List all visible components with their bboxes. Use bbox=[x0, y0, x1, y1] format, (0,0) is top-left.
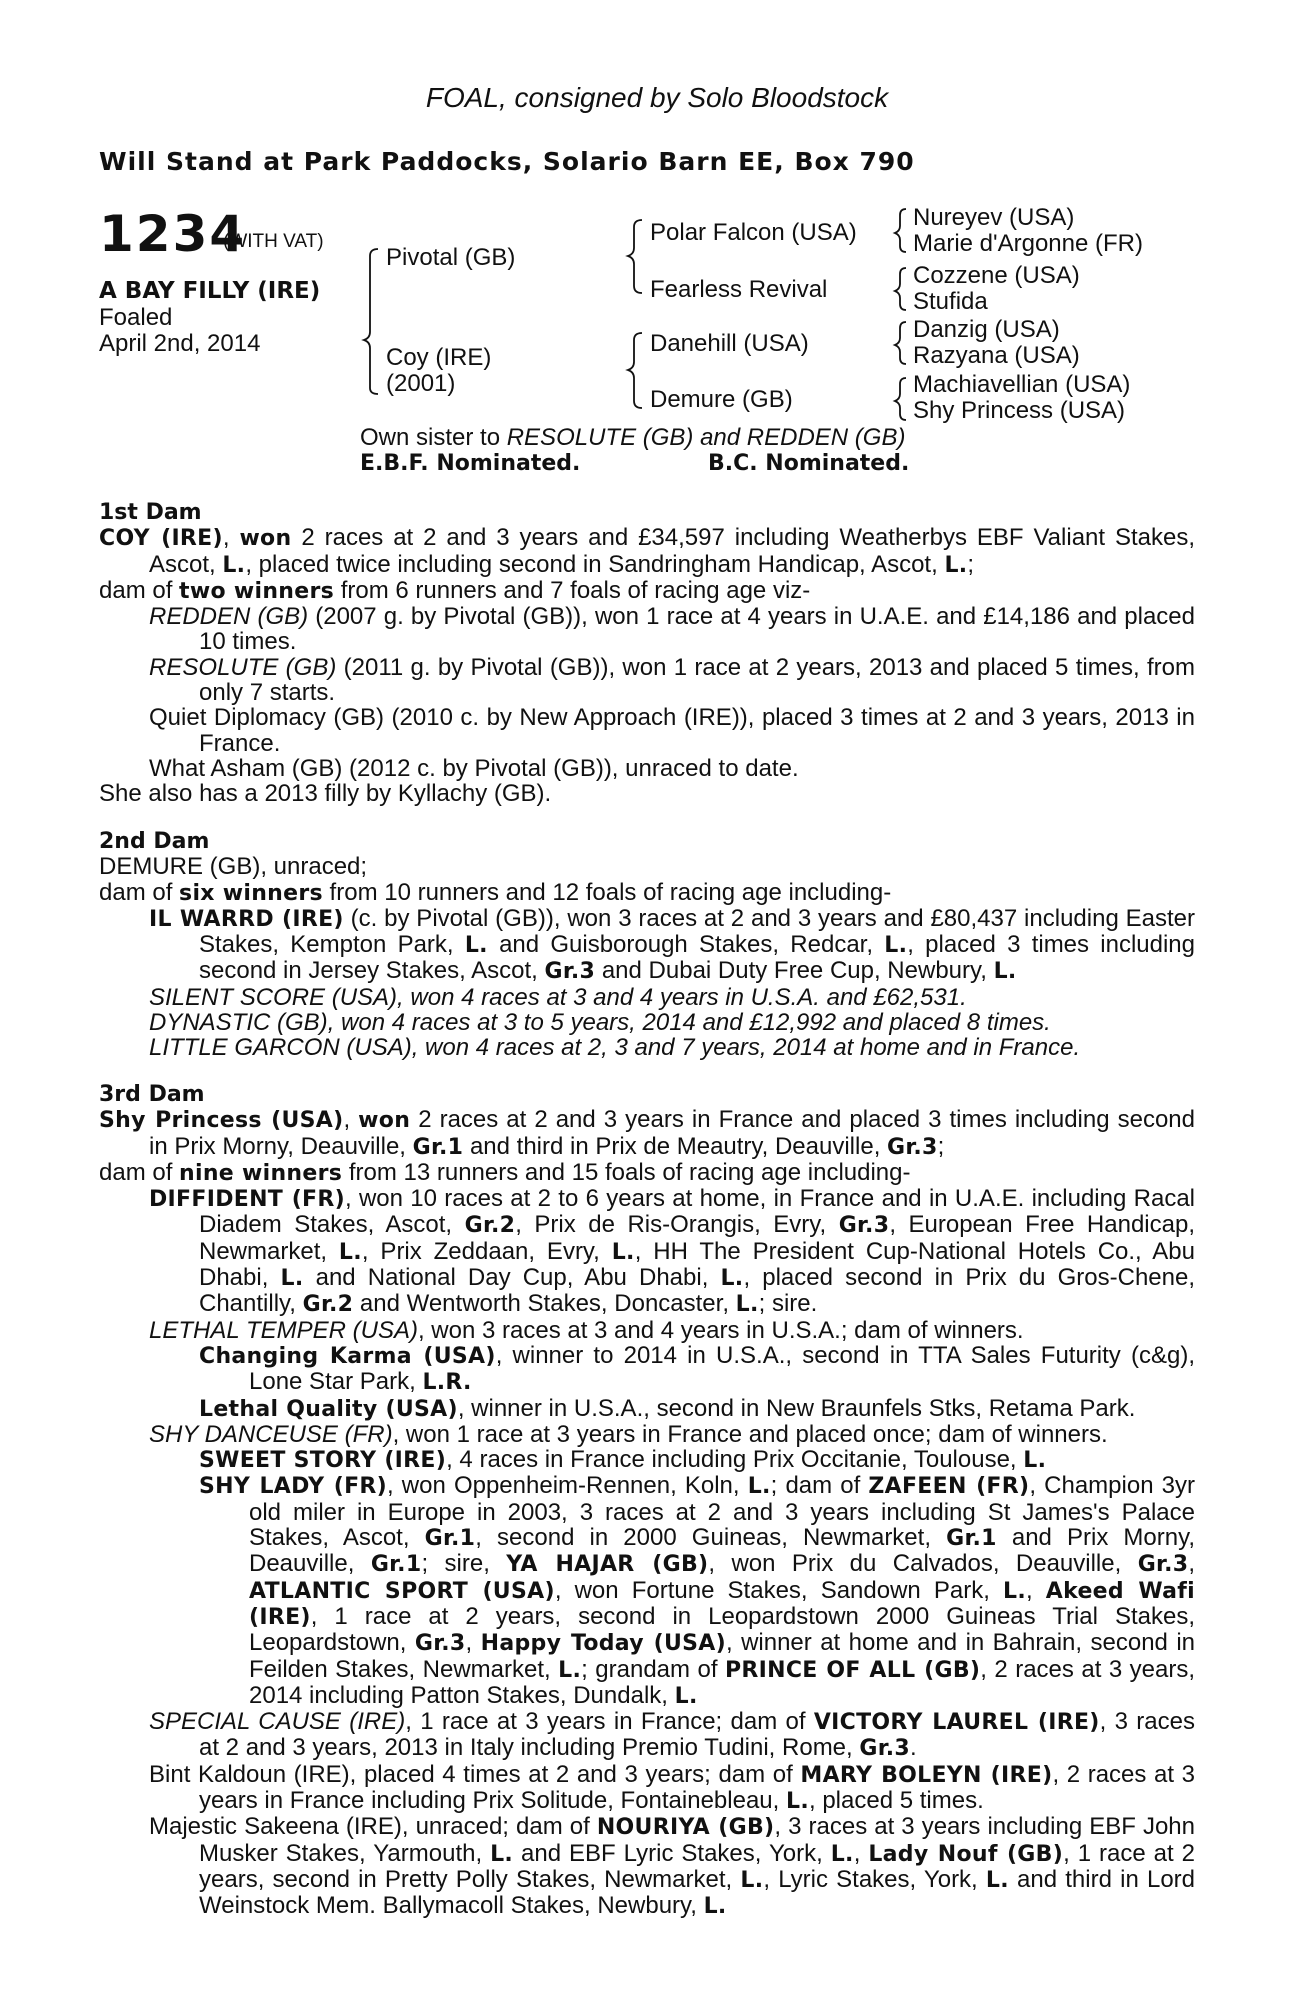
pedigree-gen3-4: Stufida bbox=[913, 288, 988, 315]
produce-little-garcon: LITTLE GARCON (USA), won 4 races at 2, 3 and 7 years, 2014 at home and in France. bbox=[149, 1034, 1081, 1062]
produce-silent-score: SILENT SCORE (USA), won 4 races at 3 and 4 years in U.S.A. and £62,531. bbox=[149, 983, 967, 1011]
produce-what-asham: What Asham (GB) (2012 c. by Pivotal (GB)), unraced to date. bbox=[149, 754, 799, 782]
first-dam-section bbox=[99, 500, 1195, 807]
first-dam-produce-summary: dam of two winners from 6 runners and 7 foals of racing age viz- bbox=[99, 576, 811, 604]
horse-name: A BAY FILLY (IRE) bbox=[99, 278, 321, 304]
third-dam-record: Shy Princess (USA), won 2 races at 2 and 3 years in France and placed 3 times including second in Prix Morny, Deauville, Gr.1 and third in Prix de Meautry, Deauville, Gr.3; bbox=[99, 1106, 1196, 1160]
pedigree-gen3-7: Machiavellian (USA) bbox=[913, 371, 1131, 398]
produce-dynastic: DYNASTIC (GB), won 4 races at 3 to 5 years, 2014 and £12,992 and placed 8 times. bbox=[149, 1009, 1051, 1037]
pedigree-gen3-6: Razyana (USA) bbox=[913, 342, 1080, 369]
pedigree-gen3-1: Nureyev (USA) bbox=[913, 204, 1075, 231]
pedigree-sire-sire: Polar Falcon (USA) bbox=[650, 219, 857, 246]
produce-bint-kaldoun: Bint Kaldoun (IRE), placed 4 times at 2 and 3 years; dam of MARY BOLEYN (IRE), 2 races at 3 years in France including Prix Solitude, Fontainebleau, L., placed 5 times. bbox=[149, 1760, 1195, 1815]
foaled-date: April 2nd, 2014 bbox=[99, 330, 261, 357]
ebf-nomination: E.B.F. Nominated. bbox=[360, 451, 581, 476]
foaled-label: Foaled bbox=[99, 304, 173, 331]
produce-shy-danceuse: SHY DANCEUSE (FR), won 1 race at 3 years in France and placed once; dam of winners. bbox=[149, 1420, 1108, 1448]
produce-diffident: DIFFIDENT (FR), won 10 races at 2 to 6 years at home, in France and in U.A.E. including Racal Diadem Stakes, Ascot, Gr.2, Prix de Ris-Orangis, Evry, Gr.3, European Free Handicap, Newmarket, L., Prix Zeddaan, Evry, L., HH The President Cup-National Hotels Co., Abu Dhabi, L. and National Day Cup, Abu Dhabi, L., placed second in Prix du Gros-Chene, Chantilly, Gr.2 and Wentworth Stakes, Doncaster, L.; sire. bbox=[149, 1185, 1196, 1318]
vat-note: (WITH VAT) bbox=[223, 231, 324, 252]
pedigree-sire: Pivotal (GB) bbox=[386, 244, 516, 271]
produce-changing-karma: Changing Karma (USA), winner to 2014 in U.S.A., second in TTA Sales Futurity (c&g), Lone Star Park, L.R. bbox=[199, 1341, 1195, 1396]
third-dam-section bbox=[99, 1082, 1195, 1920]
bc-nomination: B.C. Nominated. bbox=[708, 451, 910, 476]
produce-majestic-sakeena: Majestic Sakeena (IRE), unraced; dam of NOURIYA (GB), 3 races at 3 years including EBF John Musker Stakes, Yarmouth, L. and EBF Lyric Stakes, York, L., Lady Nouf (GB), 1 race at 2 years, second in Pretty Polly Stakes, Newmarket, L., Lyric Stakes, York, L. and third in Lord Weinstock Mem. Ballymacoll Stakes, Newbury, L. bbox=[149, 1813, 1196, 1920]
first-dam-also-has: She also has a 2013 filly by Kyllachy (GB). bbox=[99, 780, 552, 808]
third-dam-produce-summary: dam of nine winners from 13 runners and 15 foals of racing age including- bbox=[99, 1158, 911, 1186]
pedigree-gen3-3: Cozzene (USA) bbox=[913, 262, 1080, 289]
pedigree-gen3-8: Shy Princess (USA) bbox=[913, 397, 1126, 424]
pedigree-dam: Coy (IRE) bbox=[386, 344, 492, 371]
own-sister-line: Own sister to RESOLUTE (GB) and REDDEN (GB) bbox=[360, 424, 906, 451]
second-dam-heading: 2nd Dam bbox=[99, 829, 210, 854]
second-dam-produce-summary: dam of six winners from 10 runners and 12 foals of racing age including- bbox=[99, 878, 892, 906]
produce-quiet-diplomacy: Quiet Diplomacy (GB) (2010 c. by New Approach (IRE)), placed 3 times at 2 and 3 years, 2013 in France. bbox=[149, 704, 1195, 757]
produce-redden: REDDEN (GB) (2007 g. by Pivotal (GB)), won 1 race at 4 years in U.A.E. and £14,186 and placed 10 times. bbox=[149, 603, 1195, 656]
pedigree-dam-sire: Danehill (USA) bbox=[650, 330, 809, 357]
pedigree-gen3-2: Marie d'Argonne (FR) bbox=[913, 230, 1143, 257]
pedigree-dam-year: (2001) bbox=[386, 370, 456, 397]
second-dam-name: DEMURE (GB), unraced; bbox=[99, 853, 368, 881]
produce-lethal-temper: LETHAL TEMPER (USA), won 3 races at 3 and 4 years in U.S.A.; dam of winners. bbox=[149, 1316, 1024, 1344]
produce-lethal-quality: Lethal Quality (USA), winner in U.S.A., second in New Braunfels Stks, Retama Park. bbox=[199, 1394, 1136, 1422]
produce-il-warrd: IL WARRD (IRE) (c. by Pivotal (GB)), won 3 races at 2 and 3 years and £80,437 including Easter Stakes, Kempton Park, L. and Guisborough Stakes, Redcar, L., placed 3 times including second in Jersey Stakes, Ascot, Gr.3 and Dubai Duty Free Cup, Newbury, L. bbox=[149, 904, 1196, 985]
stabling-info: Will Stand at Park Paddocks, Solario Barn EE, Box 790 bbox=[99, 147, 915, 176]
catalogue-header: FOAL, consigned by Solo Bloodstock bbox=[425, 82, 889, 113]
produce-special-cause: SPECIAL CAUSE (IRE), 1 race at 3 years in France; dam of VICTORY LAUREL (IRE), 3 races at 2 and 3 years, 2013 in Italy including Premio Tudini, Rome, Gr.3. bbox=[149, 1708, 1195, 1762]
second-dam-section bbox=[99, 829, 1195, 1061]
produce-resolute: RESOLUTE (GB) (2011 g. by Pivotal (GB)), won 1 race at 2 years, 2013 and placed 5 times, from only 7 starts. bbox=[149, 653, 1195, 707]
pedigree-dam-dam: Demure (GB) bbox=[650, 386, 793, 413]
produce-sweet-story: SWEET STORY (IRE), 4 races in France including Prix Occitanie, Toulouse, L. bbox=[199, 1446, 1047, 1474]
first-dam-heading: 1st Dam bbox=[99, 500, 202, 525]
lot-number: 1234 bbox=[99, 205, 247, 263]
first-dam-record: COY (IRE), won 2 races at 2 and 3 years and £34,597 including Weatherbys EBF Valiant Stakes, Ascot, L., placed twice including second in Sandringham Handicap, Ascot, L.; bbox=[99, 524, 1195, 578]
produce-shy-lady: SHY LADY (FR), won Oppenheim-Rennen, Koln, L.; dam of ZAFEEN (FR), Champion 3yr old miler in Europe in 2003, 3 races at 2 and 3 years including St James's Palace Stakes, Ascot, Gr.1, second in 2000 Guineas, Newmarket, Gr.1 and Prix Morny, Deauville, Gr.1; sire, YA HAJAR (GB), won Prix du Calvados, Deauville, Gr.3, ATLANTIC SPORT (USA), won Fortune Stakes, Sandown Park, L., Akeed Wafi (IRE), 1 race at 2 years, second in Leopardstown 2000 Guineas Trial Stakes, Leopardstown, Gr.3, Happy Today (USA), winner at home and in Bahrain, second in Feilden Stakes, Newmarket, L.; grandam of PRINCE OF ALL (GB), 2 races at 3 years, 2014 including Patton Stakes, Dundalk, L. bbox=[199, 1472, 1196, 1709]
third-dam-heading: 3rd Dam bbox=[99, 1082, 205, 1107]
pedigree-sire-dam: Fearless Revival bbox=[650, 276, 828, 303]
pedigree-gen3-5: Danzig (USA) bbox=[913, 316, 1060, 343]
